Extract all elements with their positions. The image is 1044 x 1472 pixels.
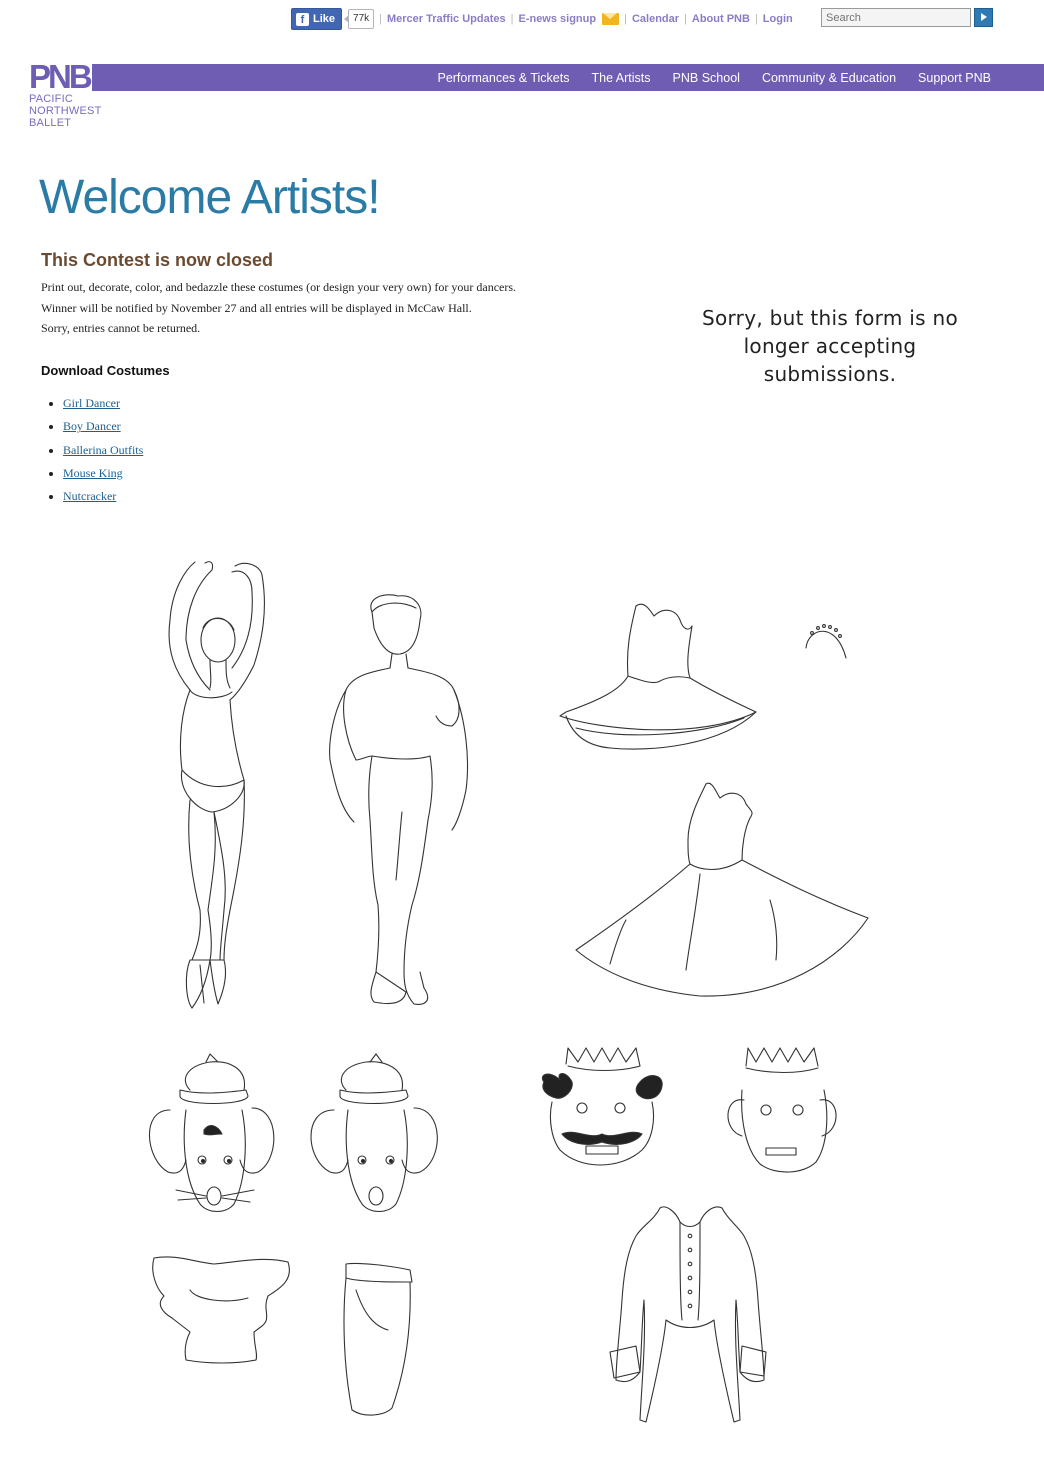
page-title: Welcome Artists! [39,171,380,224]
facebook-icon: f [296,13,309,26]
nav-pnb-school[interactable]: PNB School [672,70,740,85]
divider: | [510,13,514,25]
nav-the-artists[interactable]: The Artists [591,70,651,85]
boy-dancer-drawing [330,595,468,1005]
nutcracker-head-drawing [542,1048,662,1165]
calendar-link[interactable]: Calendar [631,13,680,25]
login-link[interactable]: Login [762,13,793,25]
divider: | [379,13,382,25]
girl-dancer-drawing [169,562,264,1008]
about-pnb-link[interactable]: About PNB [691,13,750,25]
facebook-like-label: Like [313,13,336,25]
mouse-king-head-drawing [149,1054,273,1212]
nav-community-education[interactable]: Community & Education [761,70,897,85]
logo-line-pacific: PACIFIC [29,93,73,105]
enews-signup-link[interactable]: E-news signup [518,13,597,25]
description-line: Sorry, entries cannot be returned. [41,321,201,335]
mouse-king-head-plain-drawing [311,1054,437,1212]
notice-line: Sorry, but this form is no [701,306,959,330]
ballerina-top-drawing [560,604,756,749]
contest-status: This Contest is now closed [41,250,274,270]
notice-line: longer accepting [743,334,917,358]
mouse-king-shirt-drawing [153,1257,290,1363]
nutcracker-link[interactable]: Nutcracker [63,489,117,504]
nav-performances-tickets[interactable]: Performances & Tickets [437,70,570,85]
nav-support-pnb[interactable]: Support PNB [918,70,991,85]
ballerina-outfits-link[interactable]: Ballerina Outfits [63,442,144,457]
logo-line-northwest: NORTHWEST [29,105,102,117]
divider: | [624,13,627,25]
description-line: Winner will be notified by November 27 and all entries will be displayed in McCaw Hall. [41,300,472,315]
downloads-heading: Download Costumes [41,363,170,378]
nutcracker-jacket-drawing [610,1207,766,1422]
girl-dancer-link[interactable]: Girl Dancer [63,396,120,410]
logo-mark: PNB [29,58,90,95]
tiara-drawing [806,625,846,658]
divider: | [684,13,687,25]
mouse-king-link[interactable]: Mouse King [63,465,123,480]
divider: | [754,13,758,25]
mercer-traffic-link[interactable]: Mercer Traffic Updates [387,13,506,25]
description-line: Print out, decorate, color, and bedazzle these costumes (or design your very own) for your dancers. [41,280,517,294]
notice-line: submissions. [763,362,897,386]
facebook-like-count: 77k [348,9,374,29]
mouse-king-pants-drawing [344,1263,412,1415]
logo-line-ballet: BALLET [29,117,72,129]
nutcracker-head-plain-drawing [728,1048,836,1172]
ballerina-dress-drawing [576,783,868,996]
boy-dancer-link[interactable]: Boy Dancer [63,419,121,434]
